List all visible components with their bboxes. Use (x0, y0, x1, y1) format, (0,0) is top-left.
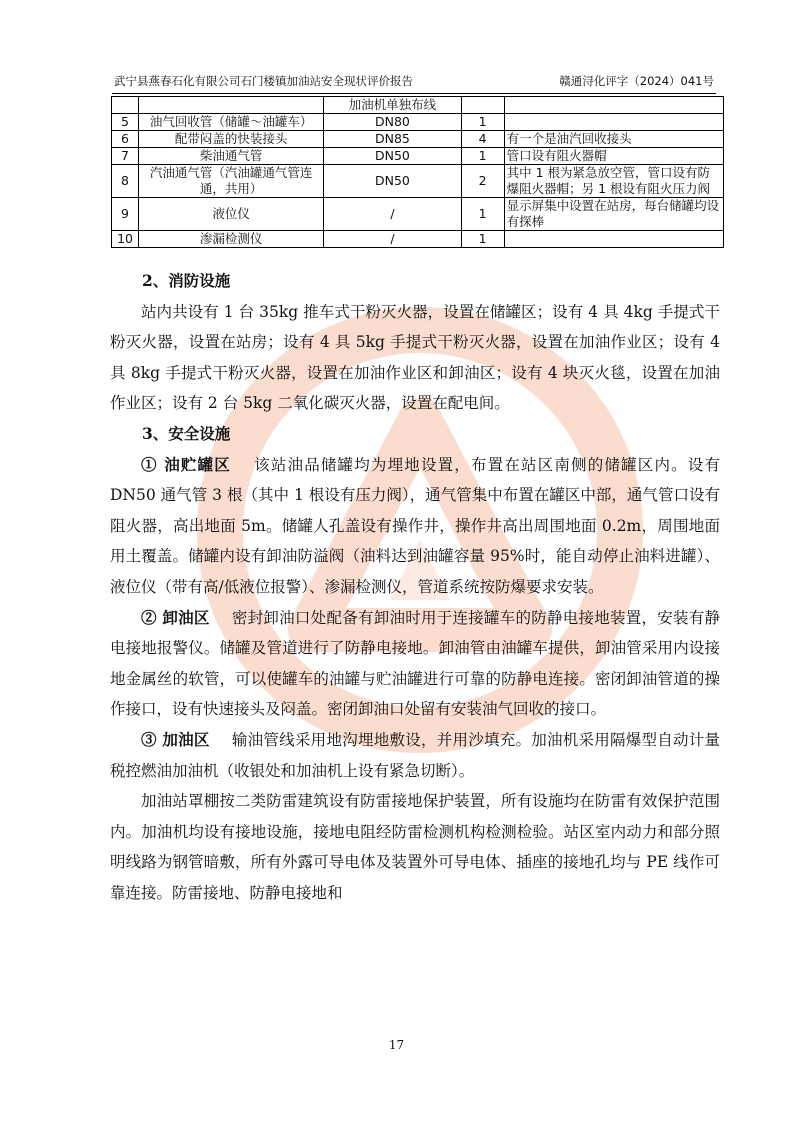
paragraph-refueling-area (110, 725, 720, 786)
table-cell-qty (461, 97, 504, 114)
table-cell-qty: 1 (461, 148, 504, 165)
table-cell-qty: 2 (461, 165, 504, 198)
table-cell-spec: / (324, 231, 461, 248)
report-number: 赣通浔化评字（2024）041号 (559, 74, 714, 88)
paragraph-unloading-area (110, 603, 720, 725)
table-cell-spec: 加油机单独布线 (324, 97, 461, 114)
refueling-area-label: ③ 加油区 (141, 729, 210, 749)
table-cell-name: 油气回收管（储罐～油罐车） (139, 114, 324, 131)
page-header (112, 71, 716, 94)
refueling-area-text: 输油管线采用地沟埋地敷设，并用沙填充。加油机采用隔爆型自动计量税控燃油加油机（收银处和加油机上设有紧急切断）。 (110, 730, 720, 780)
table-row (112, 231, 724, 248)
section-heading-safety: 3、安全设施 (142, 423, 231, 443)
table-row (112, 165, 724, 198)
table-cell-spec: DN50 (324, 148, 461, 165)
tank-area-text: 该站油品储罐均为埋地设置，布置在站区南侧的储罐区内。设有 DN50 通气管 3 根（其中 1 根设有压力阀），通气管集中布置在罐区中部，通气管口设有阻火器，高出地面 5m。储罐人孔盖设有操作井，操作井高出周围地面 0.2m，周围地面用土覆盖。储罐内设有卸油防溢阀（油料达到油罐容量 95%时，能自动停止油料进罐）、液位仪（带有高/低液位报警）、渗漏检测仪，管道系统按防爆要求安装。 (110, 455, 720, 596)
table-cell-no: 6 (112, 131, 139, 148)
table-cell-name: 汽油通气管（汽油罐通气管连通，共用） (139, 165, 324, 198)
tank-area-label: ① 油贮罐区 (141, 454, 231, 474)
table-cell-no: 9 (112, 198, 139, 231)
table-cell-note: 其中 1 根为紧急放空管，管口设有防爆阻火器帽；另 1 根设有阻火压力阀 (504, 165, 723, 198)
document-body (110, 266, 720, 908)
table-cell-note: 管口设有阻火器帽 (504, 148, 723, 165)
table-cell-no (112, 97, 139, 114)
page-number: 17 (388, 1038, 405, 1052)
table-cell-qty: 1 (461, 198, 504, 231)
table-cell-name (139, 97, 324, 114)
table-cell-note: 有一个是油汽回收接头 (504, 131, 723, 148)
report-title: 武宁县燕春石化有限公司石门楼镇加油站安全现状评价报告 (114, 74, 413, 88)
table-cell-no: 5 (112, 114, 139, 131)
table-cell-qty: 1 (461, 231, 504, 248)
table-cell-spec: / (324, 198, 461, 231)
table-row (112, 148, 724, 165)
table-cell-qty: 4 (461, 131, 504, 148)
table-cell-note (504, 97, 723, 114)
paragraph-tank-area (110, 450, 720, 603)
table-cell-name: 渗漏检测仪 (139, 231, 324, 248)
table-cell-name: 柴油通气管 (139, 148, 324, 165)
table-cell-no: 10 (112, 231, 139, 248)
table-row (112, 114, 724, 131)
section-heading-fire: 2、消防设施 (142, 271, 231, 290)
table-cell-note (504, 114, 723, 131)
table-cell-no: 7 (112, 148, 139, 165)
table-row (112, 198, 724, 231)
unloading-area-label: ② 卸油区 (141, 607, 210, 627)
table-cell-spec: DN80 (324, 114, 461, 131)
paragraph-fire-facilities: 站内共设有 1 台 35kg 推车式干粉灭火器，设置在储罐区；设有 4 具 4kg 手提式干粉灭火器，设置在站房；设有 4 具 5kg 手提式干粉灭火器，设置在加油作业区；设有 4 具 8kg 手提式干粉灭火器，设置在加油作业区和卸油区；设有 4 块灭火毯，设置在加油作业区；设有 2 台 5kg 二氧化碳灭火器，设置在配电间。 (110, 302, 720, 413)
table-cell-spec: DN85 (324, 131, 461, 148)
table-cell-qty: 1 (461, 114, 504, 131)
table-row (112, 131, 724, 148)
table-row (112, 97, 724, 114)
table-cell-no: 8 (112, 165, 139, 198)
table-cell-note: 显示屏集中设置在站房，每台储罐均设有探棒 (504, 198, 723, 231)
table-cell-name: 配带闷盖的快装接头 (139, 131, 324, 148)
facility-table (111, 96, 724, 248)
unloading-area-text: 密封卸油口处配备有卸油时用于连接罐车的防静电接地装置，安装有静电接地报警仪。储罐及管道进行了防静电接地。卸油管由油罐车提供，卸油管采用内设接地金属丝的软管，可以使罐车的油罐与贮油罐进行可靠的防静电连接。密闭卸油管道的操作接口，设有快速接头及闷盖。密闭卸油口处留有安装油气回收的接口。 (110, 608, 720, 719)
table-cell-note (504, 231, 723, 248)
table-cell-name: 液位仪 (139, 198, 324, 231)
paragraph-lightning-protection: 加油站罩棚按二类防雷建筑设有防雷接地保护装置，所有设施均在防雷有效保护范围内。加油机均设有接地设施，接地电阻经防雷检测机构检测检验。站区室内动力和部分照明线路为钢管暗敷，所有外露可导电体及装置外可导电体、插座的接地孔均与 PE 线作可靠连接。防雷接地、防静电接地和 (110, 792, 720, 902)
table-cell-spec: DN50 (324, 165, 461, 198)
